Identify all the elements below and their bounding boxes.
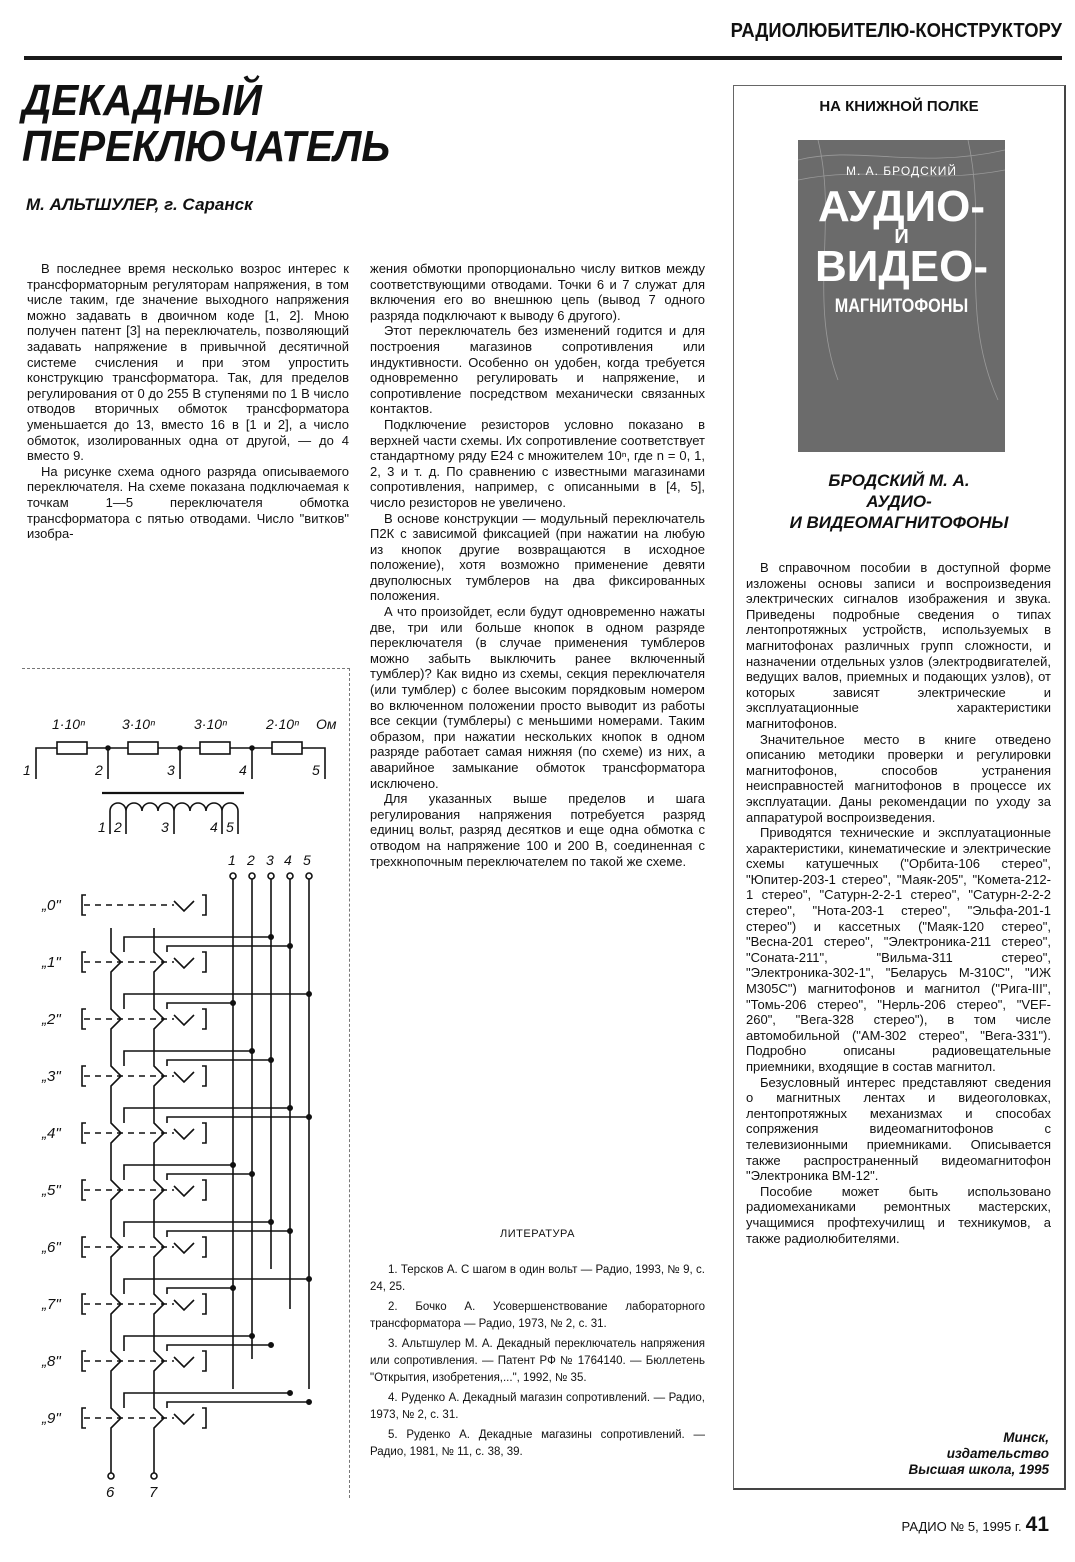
schematic-drawing [22,669,350,1499]
switch-0 [41,895,206,915]
book-cover-image [798,140,1005,452]
switch-label: „3" [42,1068,61,1085]
sidebar-title: НА КНИЖНОЙ ПОЛКЕ [819,98,979,115]
article-title [22,78,390,170]
book-review-sidebar [733,85,1066,1490]
cover-author: М. А. БРОДСКИЙ [845,164,958,178]
switch-label: „8" [42,1353,61,1370]
reference-item: 2. Бочко А. Усовершенствование лабораторного трансформатора — Радио, 1973, № 2, с. 31. [370,1300,705,1331]
svg-text:5: 5 [303,852,311,868]
paragraph: жения обмотки пропорционально числу витков между соответствующими отводами. Точки 6 и 7 служат для включения его во внешнюю цепь (вывод 7 одного разряда подключают к выводу 6 другого). [370,261,705,323]
svg-text:2: 2 [95,762,103,778]
svg-text:2: 2 [114,819,122,835]
switch-label: „2" [42,1011,61,1028]
switch-label: „7" [42,1296,61,1313]
reference-item: 3. Альтшулер М. А. Декадный переключатель напряжения или сопротивления. — Патент РФ № 1764140. — Бюллетень "Открытия, изобретения,...", 1992, № 35. [370,1337,705,1385]
svg-text:2: 2 [247,852,255,868]
references-title: ЛИТЕРАТУРА [500,1228,575,1240]
paragraph: Этот переключатель без изменений годится и для построения магазинов сопротивления или индуктивности. Особенно он удобен, когда требуется одновременно регулировать и напряжение, и сопротивление посредством механически связанных контактов. [370,323,705,417]
svg-text:1: 1 [23,762,31,778]
svg-text:7: 7 [149,1484,158,1499]
resistor-label: 1·10ⁿ [52,716,86,732]
svg-text:3: 3 [167,762,175,778]
svg-text:5: 5 [312,762,320,778]
svg-text:1: 1 [228,852,236,868]
svg-text:1: 1 [98,819,106,835]
svg-text:4: 4 [210,819,218,835]
page-number: 41 [1025,1513,1049,1536]
cover-and: И [894,226,909,248]
unit-label: Ом [316,716,337,732]
svg-text:4: 4 [284,852,292,868]
terminals-1-5 [228,852,312,1389]
references-list [370,1262,705,1463]
book-heading: БРОДСКИЙ М. А. АУДИО- И ВИДЕОМАГНИТОФОНЫ [789,471,1009,532]
resistor-label: 3·10ⁿ [194,716,228,732]
switch-label: „1" [42,954,61,971]
cover-title-audio: АУДИО- [817,182,986,231]
article-column-1 [27,261,349,542]
reference-item: 5. Руденко А. Декадные магазины сопротивлений. — Радио, 1981, № 11, с. 38, 39. [370,1428,705,1459]
article-column-2 [370,261,705,869]
svg-text:„0": „0" [42,897,61,914]
svg-text:3: 3 [161,819,169,835]
paragraph: Безусловный интерес представляют сведения о магнитных лентах и видеоголовках, лентопротяжных механизмах и способах сопряжения видеомагнитофонов с телевизионными приемниками. Описывается также распространенный видеомагнитофон "Электроника ВМ-12". [746,1074,1051,1184]
paragraph: Для указанных выше пределов и шага регулирования напряжения потребуется разряд единиц вольт, разряд десятков и еще одна обмотка с отводом на напряжение 100 и 200 В, соединенная с трехкнопочным переключателем по такой же схеме. [370,791,705,869]
byline: М. АЛЬТШУЛЕР, г. Саранск [26,195,253,214]
circuit-diagram [22,668,350,1498]
section-header: РАДИОЛЮБИТЕЛЮ-КОНСТРУКТОРУ [730,20,1062,42]
publisher-info: Минск, издательство Высшая школа, 1995 [908,1430,1049,1477]
cover-title-video: ВИДЕО- [815,242,988,291]
paragraph: Значительное место в книге отведено описанию методики проверки и регулировки магнитофонов, способов устранения неисправностей магнитофонов в процессе их эксплуатации. Даны рекомендации по уходу за аппаратурой воспроизведения. [746,731,1051,825]
title-line-2: ПЕРЕКЛЮЧАТЕЛЬ [22,122,390,171]
paragraph: Пособие может быть использовано радиомеханиками ремонтных мастерских, учащимися профтехучилищ и техникумов, а также радиолюбителями. [746,1183,1051,1246]
reference-item: 1. Терсков А. С шагом в один вольт — Радио, 1993, № 9, с. 24, 25. [370,1264,705,1294]
switch-label: „9" [42,1410,61,1427]
transformer-winding [98,793,244,835]
paragraph: В последнее время несколько возрос интерес к трансформаторным регуляторам напряжения, в том числе таким, где значение выходного напряжения можно задавать в двоичном коде [1, 2]. Мною получен патент [3] на переключатель, позволяющий задавать напряжение в привычной десятичной системе счисления и при этом упростить конструкцию трансформатора. Так, для пределов регулирования от 0 до 255 В ступенями по 1 В число отводов вторичных обмоток трансформатора уменьшается до 13, вместо 16 в [1 и 2], а число обмоток, изолированных одна от другой, — до 4 вместо 9. [27,261,349,464]
resistor-label: 3·10ⁿ [122,716,156,732]
page-footer [902,1513,1049,1537]
paragraph: В основе конструкции — модульный переключатель П2К с зависимой фиксацией (при нажатии на любую из кнопок другие возвращаются в исходное положение), хотя возможно применение девяти двуполюсных тумблеров на два фиксированных положения. [370,510,705,604]
svg-text:6: 6 [106,1484,115,1499]
reference-item: 4. Руденко А. Декадный магазин сопротивлений. — Радио, 1973, № 2, с. 31. [370,1391,705,1422]
paragraph: Подключение резисторов условно показано в верхней части схемы. Их сопротивление соответствует стандартному ряду Е24 с множителем 10ⁿ, где n = 0, 1, 2, 3 и т. д. По сравнению с известными магазинами сопротивления, например, с описанными в [4, 5], число резисторов не увеличено. [370,416,705,510]
paragraph: На рисунке схема одного разряда описываемого переключателя. На схеме показана подключаемая к точкам 1—5 переключателя обмотка трансформатора с пятью отводами. Число "витков" изобра- [27,463,349,542]
resistor-chain [23,716,337,779]
paragraph: А что произойдет, если будут одновременно нажаты две, три или больше кнопок в одном разряде переключателя (в случае применения тумблеров можно забыть выключить ранее включенный тумблер)? Как видно из схемы, секция переключателя (или тумблер) с более высоким порядковым номером во включенном положении просто выводит из работы все секции (тумблеры) с меньшими номерами. Таким образом, при нажатии нескольких кнопок в одном разряде работает самая нижняя (по схеме) из них, а аварийное замыкание обмоток трансформатора исключено. [370,604,705,791]
paragraph: Приводятся технические и эксплуатационные характеристики, кинематические и электрические схемы катушечных ("Орбита-106 стерео", "Юпитер-203-1 стерео", "Маяк-205", "Комета-212-1 стерео", "Сатурн-2-2-1 стерео", "Сатурн-2-2-2 стерео", "Нота-203-1 стерео", "Эльфа-201-1 стерео") и кассетных ("Маяк-120 стерео", "Весна-201 стерео", "Электроника-211 стерео", "Соната-211", "Вильма-311 стерео", "Электроника-302-1", "Беларусь М-310С", "ИЖ М305С") магнитофонов и магнитол ("Рига-III", "Томь-206 стерео", "Нерль-206 стерео", "VEF-260", "Вега-328 стерео"), в том числе автомобильной ("АМ-302 стерео", "Вега-331"). Подробно описаны радиовещательные приемники, входящие в состав магнитол. [746,825,1051,1074]
review-text [746,560,1051,1246]
svg-text:4: 4 [239,762,247,778]
header-rule [24,56,1062,60]
terminals-6-7 [106,1473,158,1499]
switch-label: „6" [42,1239,61,1256]
resistor-label: 2·10ⁿ [266,716,300,732]
title-line-1: ДЕКАДНЫЙ [22,76,262,125]
cover-subtitle: МАГНИТОФОНЫ [834,296,969,317]
paragraph: В справочном пособии в доступной форме изложены основы записи и воспроизведения электрических сигналов изображения и звука. Приведены подробные сведения о типах лентопротяжных устройств, используемых в магнитофонах различных групп сложности, и назначении отдельных узлов (электродвигателей, ведущих валов, приемных и подающих узлов), от которых зависят электрические и эксплуатационные характеристики магнитофонов. [746,560,1051,731]
svg-text:3: 3 [266,852,274,868]
switch-label: „4" [42,1125,61,1142]
svg-text:5: 5 [226,819,234,835]
switch-label: „5" [42,1182,61,1199]
issue-info: РАДИО № 5, 1995 г. [901,1519,1022,1534]
